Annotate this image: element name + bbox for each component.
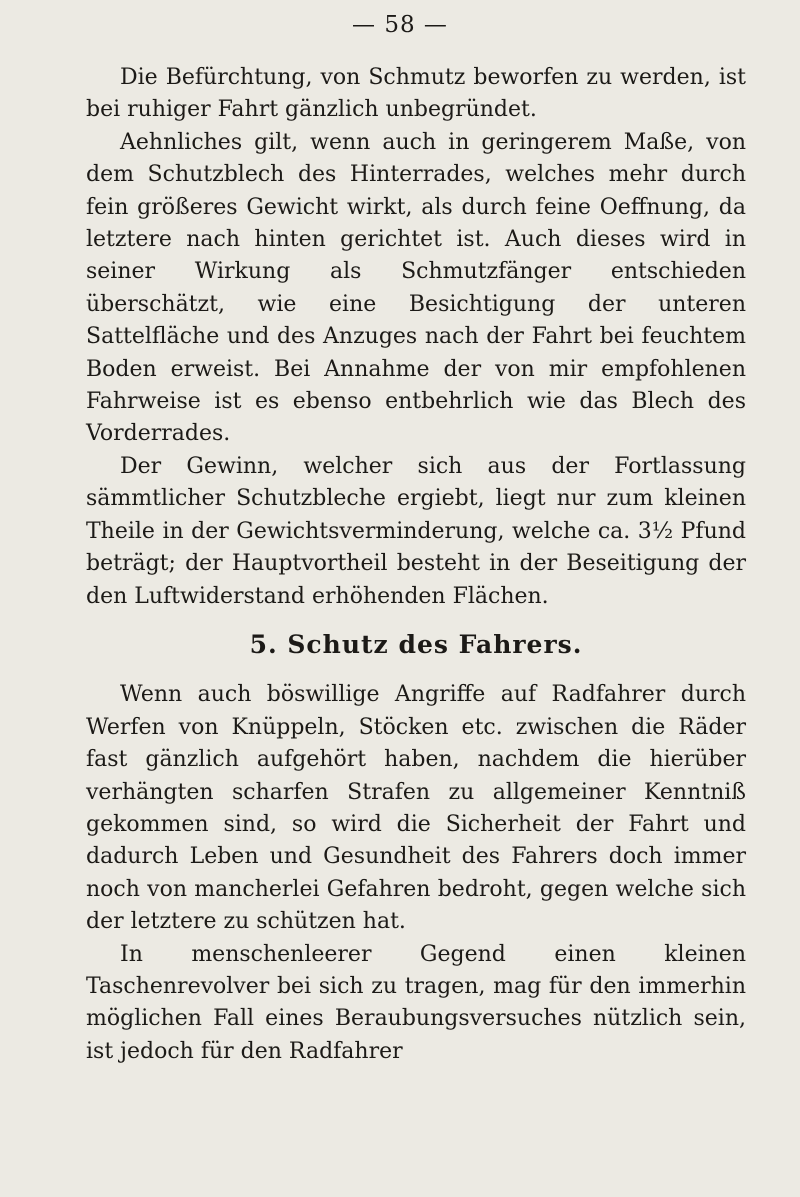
section-heading: 5. Schutz des Fahrers. xyxy=(249,629,583,659)
paragraph-3: Der Gewinn, welcher sich aus der Fortlassung sämmtlicher Schutzbleche ergiebt, liegt nur zum kleinen Theile in der Gewichtsverminderung, welche ca. 3½ Pfund beträgt; der Hauptvortheil besteht in der Beseitigung der den Luftwiderstand erhöhenden Flächen. xyxy=(86,453,746,609)
body-text xyxy=(86,62,746,1068)
paragraph-1: Die Befürchtung, von Schmutz beworfen zu werden, ist bei ruhiger Fahrt gänzlich unbegründet. xyxy=(86,65,746,123)
paragraph-2: Aehnliches gilt, wenn auch in geringerem Maße, von dem Schutzblech des Hinterrades, welches mehr durch fein größeres Gewicht wirkt, als durch feine Oeffnung, da letztere nach hinten gerichtet ist. Auch dieses wird in seiner Wirkung als Schmutzfänger entschieden überschätzt, wie eine Besichtigung der unteren Sattelfläche und des Anzuges nach der Fahrt bei feuchtem Boden erweist. Bei Annahme der von mir empfohlenen Fahrweise ist es ebenso entbehrlich wie das Blech des Vorderrades. xyxy=(86,129,746,447)
section-paragraph-1: Wenn auch böswillige Angriffe auf Radfahrer durch Werfen von Knüppeln, Stöcken etc. zwischen die Räder fast gänzlich aufgehört haben, nachdem die hierüber verhängten scharfen Strafen zu allgemeiner Kenntniß gekommen sind, so wird die Sicherheit der Fahrt und dadurch Leben und Gesundheit des Fahrers doch immer noch von mancherlei Gefahren bedroht, gegen welche sich der letztere zu schützen hat. xyxy=(86,682,746,935)
section-paragraph-2: In menschenleerer Gegend einen kleinen Taschenrevolver bei sich zu tragen, mag für den immerhin möglichen Fall eines Beraubungsversuches nützlich sein, ist jedoch für den Radfahrer xyxy=(86,941,746,1064)
page-number: — 58 — xyxy=(352,12,448,38)
